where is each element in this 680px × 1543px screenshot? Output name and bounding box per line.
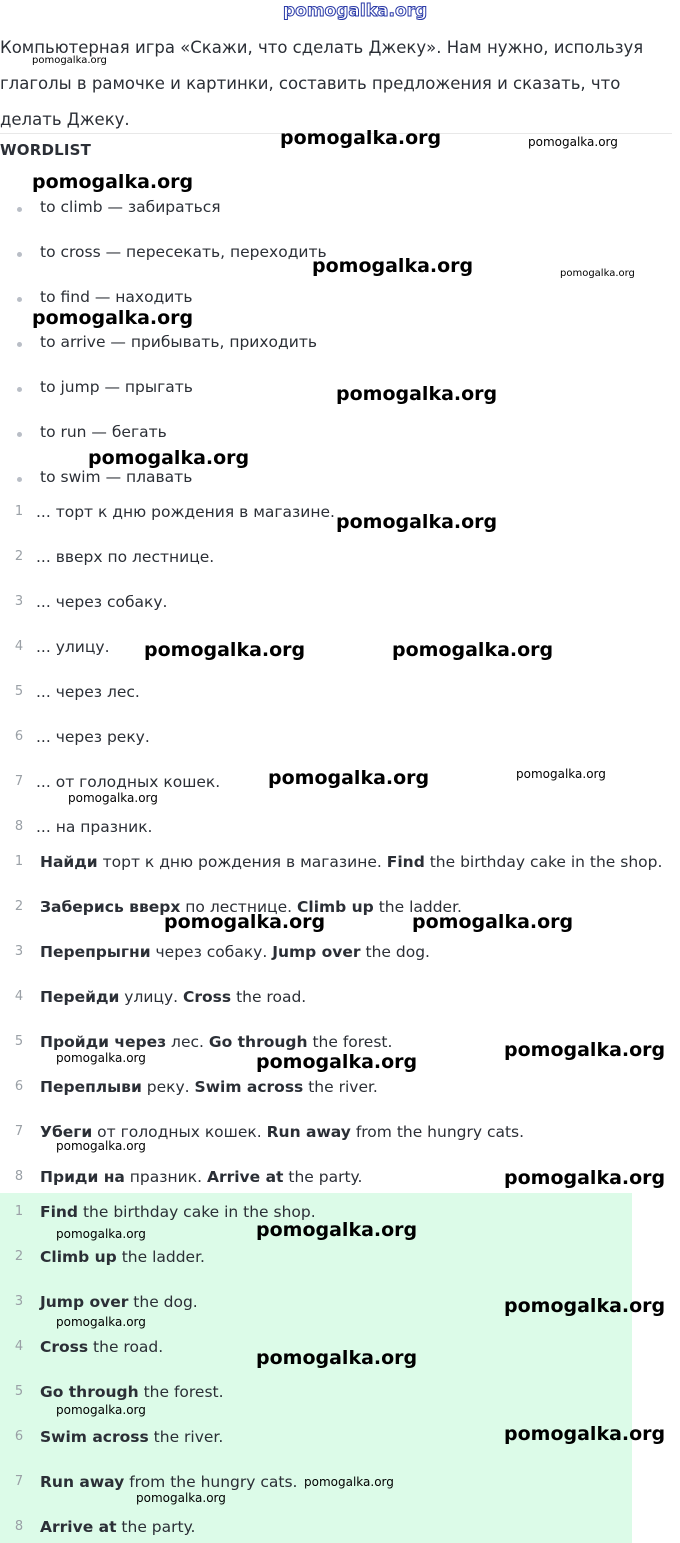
watermark: pomogalka.org — [412, 911, 574, 933]
bullet-icon — [17, 342, 22, 347]
watermark: pomogalka.org — [56, 1315, 146, 1329]
watermark: pomogalka.org — [528, 135, 618, 149]
intro-text: Компьютерная игра «Скажи, что сделать Джеку». Нам нужно, используя глаголы в рамочке и картинки, составить предложения и сказать, что делать Джеку. — [0, 38, 644, 129]
watermark: pomogalka.org — [56, 1139, 146, 1153]
watermark: pomogalka.org — [312, 255, 474, 277]
watermark-logo: pomogalka.org — [283, 1, 428, 21]
bullet-icon — [17, 207, 22, 212]
watermark: pomogalka.org — [136, 1491, 226, 1505]
watermark: pomogalka.org — [256, 1347, 418, 1369]
bullet-icon — [17, 252, 22, 257]
bullet-icon — [17, 387, 22, 392]
wordlist-title: WORDLIST — [0, 141, 92, 159]
watermark: pomogalka.org — [304, 1475, 394, 1489]
bullet-icon — [17, 297, 22, 302]
watermark: pomogalka.org — [268, 767, 430, 789]
watermark: pomogalka.org — [144, 639, 306, 661]
watermark: pomogalka.org — [256, 1219, 418, 1241]
watermark: pomogalka.org — [88, 447, 250, 469]
watermark: pomogalka.org — [68, 791, 158, 805]
watermark: pomogalka.org — [56, 1403, 146, 1417]
watermark: pomogalka.org — [280, 127, 442, 149]
watermark: pomogalka.org — [504, 1167, 666, 1189]
watermark: pomogalka.org — [336, 383, 498, 405]
bullet-icon — [17, 432, 22, 437]
bullet-icon — [17, 477, 22, 482]
watermark: pomogalka.org — [504, 1039, 666, 1061]
watermark: pomogalka.org — [56, 1227, 146, 1241]
watermark: pomogalka.org — [56, 1051, 146, 1065]
watermark: pomogalka.org — [560, 268, 635, 279]
watermark: pomogalka.org — [336, 511, 498, 533]
watermark: pomogalka.org — [164, 911, 326, 933]
watermark: pomogalka.org — [516, 767, 606, 781]
watermark: pomogalka.org — [32, 171, 194, 193]
watermark: pomogalka.org — [392, 639, 554, 661]
watermark: pomogalka.org — [504, 1423, 666, 1445]
watermark: pomogalka.org — [32, 307, 194, 329]
watermark: pomogalka.org — [32, 55, 107, 66]
watermark: pomogalka.org — [504, 1295, 666, 1317]
watermark: pomogalka.org — [256, 1051, 418, 1073]
